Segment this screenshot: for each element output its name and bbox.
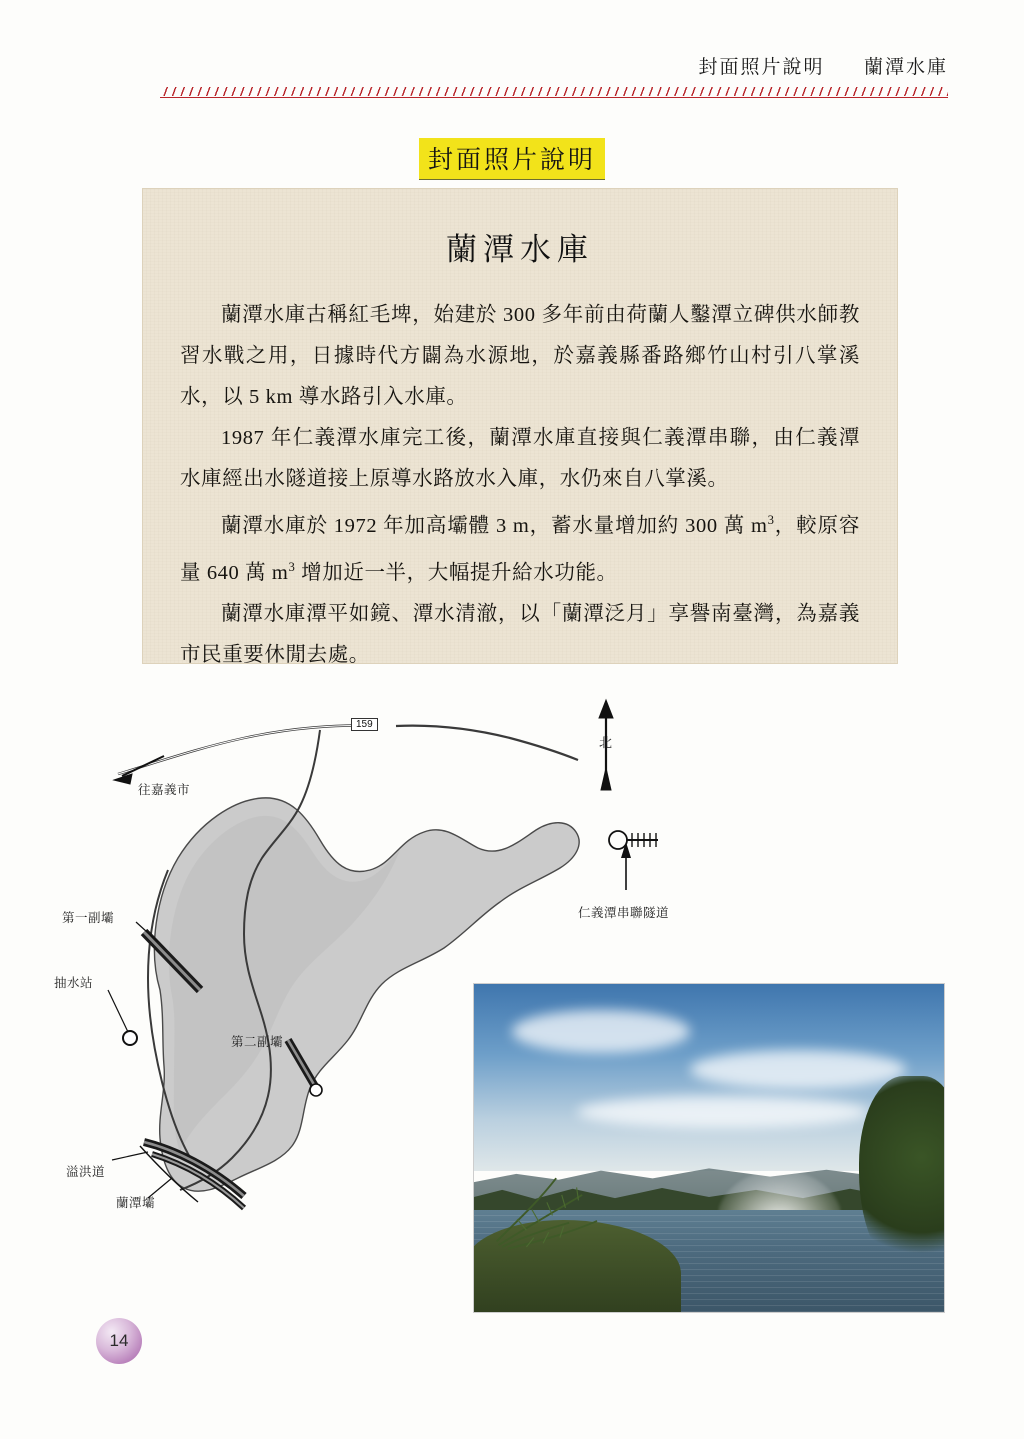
page-header	[698, 52, 948, 79]
panel-body	[180, 295, 860, 676]
paragraph-3-part-b: ，較原容量 640 萬 m	[180, 514, 860, 584]
photo-foliage	[479, 1141, 648, 1253]
main-road-inner	[118, 726, 378, 775]
road-east-branch	[396, 726, 578, 760]
road-number-badge: 159	[351, 718, 378, 731]
paragraph-3-part-c: 增加近一半，大幅提升給水功能。	[295, 561, 618, 584]
header-subject-label: 蘭潭水庫	[863, 57, 948, 78]
paragraph-2: 1987 年仁義潭水庫完工後，蘭潭水庫直接與仁義潭串聯，由仁義潭水庫經出水隧道接上原導水路放水入庫，水仍來自八掌溪。	[180, 427, 860, 490]
main-road	[118, 726, 378, 775]
paragraph-3-sup-1: 3	[767, 513, 775, 527]
pump-station-symbol	[108, 990, 137, 1045]
map-label-to-chiayi: 往嘉義市	[138, 783, 191, 797]
paragraph-4: 蘭潭水庫潭平如鏡、潭水清澈，以「蘭潭泛月」享譽南臺灣，為嘉義市民重要休閒去處。	[180, 602, 860, 666]
description-panel	[142, 188, 898, 664]
photo-cloud	[690, 1050, 906, 1089]
map-label-spillway: 溢洪道	[66, 1165, 106, 1179]
map-label-dam-2: 第二副壩	[231, 1035, 284, 1049]
map-label-main-dam: 蘭潭壩	[116, 1196, 156, 1210]
panel-title: 蘭潭水庫	[446, 232, 594, 267]
map-label-north: 北	[599, 735, 613, 750]
page-number: 14	[96, 1318, 142, 1364]
zigzag-pattern	[160, 87, 948, 96]
cover-photograph	[474, 984, 944, 1312]
map-label-tunnel: 仁義潭串聯隧道	[578, 906, 670, 920]
paragraph-3-part-a: 蘭潭水庫於 1972 年加高壩體 3 m，蓄水量增加約 300 萬 m	[221, 514, 768, 537]
rule-baseline	[160, 97, 948, 98]
map-label-dam-1: 第一副壩	[62, 911, 115, 925]
photo-cloud	[577, 1096, 868, 1129]
tunnel-symbol	[609, 831, 658, 890]
section-title: 封面照片說明	[419, 138, 605, 180]
paragraph-1: 蘭潭水庫古稱紅毛埤，始建於 300 多年前由荷蘭人鑿潭立碑供水師教習水戰之用，日據時代方闢為水源地，於嘉義縣番路鄉竹山村引八掌溪水，以 5 km 導水路引入水庫。	[180, 304, 860, 408]
map-label-pump-station: 抽水站	[54, 976, 94, 990]
paragraph-3	[180, 500, 860, 594]
photo-cloud	[512, 1010, 691, 1053]
paragraph-3-sup-2: 3	[288, 559, 296, 574]
header-section-label: 封面照片說明	[698, 57, 825, 78]
header-decorative-rule	[160, 84, 948, 98]
